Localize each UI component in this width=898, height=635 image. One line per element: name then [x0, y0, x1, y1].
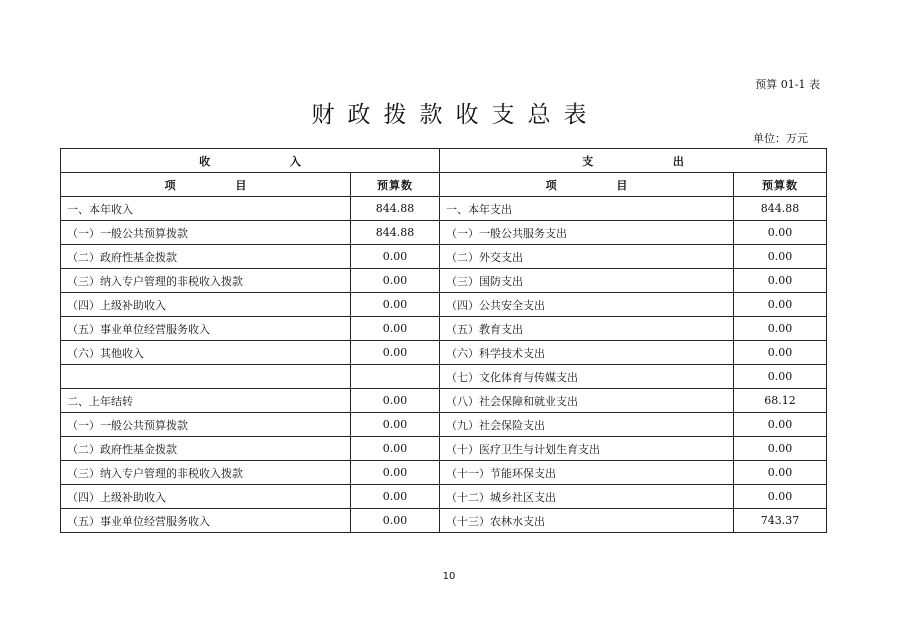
- expense-item-cell: （十一）节能环保支出: [440, 461, 734, 485]
- income-item-cell: （一）一般公共预算拨款: [61, 413, 351, 437]
- income-amount-cell: 0.00: [351, 509, 440, 533]
- table-row: [61, 293, 827, 317]
- income-amount-cell: 0.00: [351, 485, 440, 509]
- income-item-cell: （四）上级补助收入: [61, 293, 351, 317]
- table-row: [61, 461, 827, 485]
- expense-amount-cell: 0.00: [734, 221, 827, 245]
- table-row: [61, 341, 827, 365]
- expense-item-header: 项 目: [440, 173, 734, 197]
- unit-label: 单位：万元: [753, 132, 808, 145]
- income-item-cell: （一）一般公共预算拨款: [61, 221, 351, 245]
- page-title: 财政拨款收支总表: [311, 102, 600, 128]
- income-item-cell: （六）其他收入: [61, 341, 351, 365]
- expense-amount-cell: 0.00: [734, 485, 827, 509]
- income-amount-cell: 0.00: [351, 269, 440, 293]
- income-amount-cell: 0.00: [351, 389, 440, 413]
- expense-amount-cell: 0.00: [734, 341, 827, 365]
- income-budget-header: 预算数: [351, 173, 440, 197]
- expense-amount-cell: 743.37: [734, 509, 827, 533]
- form-number: 预算 01-1 表: [755, 78, 820, 91]
- expense-item-cell: （十二）城乡社区支出: [440, 485, 734, 509]
- table-row: [61, 485, 827, 509]
- income-amount-cell: 844.88: [351, 221, 440, 245]
- expense-group-header: 支 出: [440, 149, 827, 173]
- table-row: [61, 365, 827, 389]
- table-row: [61, 221, 827, 245]
- expense-amount-cell: 0.00: [734, 245, 827, 269]
- expense-item-cell: （五）教育支出: [440, 317, 734, 341]
- income-item-cell: （三）纳入专户管理的非税收入拨款: [61, 269, 351, 293]
- income-amount-cell: 844.88: [351, 197, 440, 221]
- table-row: [61, 317, 827, 341]
- expense-item-cell: （十）医疗卫生与计划生育支出: [440, 437, 734, 461]
- income-amount-cell: 0.00: [351, 317, 440, 341]
- column-header-row: [61, 173, 827, 197]
- income-item-cell: （五）事业单位经营服务收入: [61, 509, 351, 533]
- expense-item-cell: （二）外交支出: [440, 245, 734, 269]
- income-item-header: 项 目: [61, 173, 351, 197]
- income-amount-cell: [351, 365, 440, 389]
- expense-item-cell: （六）科学技术支出: [440, 341, 734, 365]
- expense-amount-cell: 0.00: [734, 461, 827, 485]
- income-item-cell: 二、上年结转: [61, 389, 351, 413]
- table-row: [61, 509, 827, 533]
- page-number: 10: [442, 571, 456, 582]
- income-amount-cell: 0.00: [351, 341, 440, 365]
- expense-item-cell: （九）社会保险支出: [440, 413, 734, 437]
- budget-table: [60, 148, 827, 533]
- income-item-cell: （二）政府性基金拨款: [61, 245, 351, 269]
- expense-amount-cell: 0.00: [734, 365, 827, 389]
- expense-amount-cell: 0.00: [734, 269, 827, 293]
- expense-item-cell: （三）国防支出: [440, 269, 734, 293]
- income-group-header: 收 入: [61, 149, 440, 173]
- table-row: [61, 269, 827, 293]
- expense-item-cell: （七）文化体育与传媒支出: [440, 365, 734, 389]
- expense-budget-header: 预算数: [734, 173, 827, 197]
- expense-amount-cell: 844.88: [734, 197, 827, 221]
- income-item-cell: （四）上级补助收入: [61, 485, 351, 509]
- expense-item-cell: （八）社会保障和就业支出: [440, 389, 734, 413]
- income-item-cell: 一、本年收入: [61, 197, 351, 221]
- table-row: [61, 197, 827, 221]
- income-amount-cell: 0.00: [351, 245, 440, 269]
- income-amount-cell: 0.00: [351, 437, 440, 461]
- table-row: [61, 437, 827, 461]
- expense-amount-cell: 0.00: [734, 437, 827, 461]
- income-item-cell: [61, 365, 351, 389]
- income-amount-cell: 0.00: [351, 461, 440, 485]
- income-amount-cell: 0.00: [351, 413, 440, 437]
- expense-amount-cell: 0.00: [734, 413, 827, 437]
- income-amount-cell: 0.00: [351, 293, 440, 317]
- expense-item-cell: （十三）农林水支出: [440, 509, 734, 533]
- expense-amount-cell: 0.00: [734, 293, 827, 317]
- table-row: [61, 245, 827, 269]
- income-item-cell: （五）事业单位经营服务收入: [61, 317, 351, 341]
- expense-amount-cell: 68.12: [734, 389, 827, 413]
- expense-item-cell: （一）一般公共服务支出: [440, 221, 734, 245]
- expense-amount-cell: 0.00: [734, 317, 827, 341]
- group-header-row: [61, 149, 827, 173]
- expense-item-cell: 一、本年支出: [440, 197, 734, 221]
- table-row: [61, 389, 827, 413]
- expense-item-cell: （四）公共安全支出: [440, 293, 734, 317]
- income-item-cell: （三）纳入专户管理的非税收入拨款: [61, 461, 351, 485]
- income-item-cell: （二）政府性基金拨款: [61, 437, 351, 461]
- table-row: [61, 413, 827, 437]
